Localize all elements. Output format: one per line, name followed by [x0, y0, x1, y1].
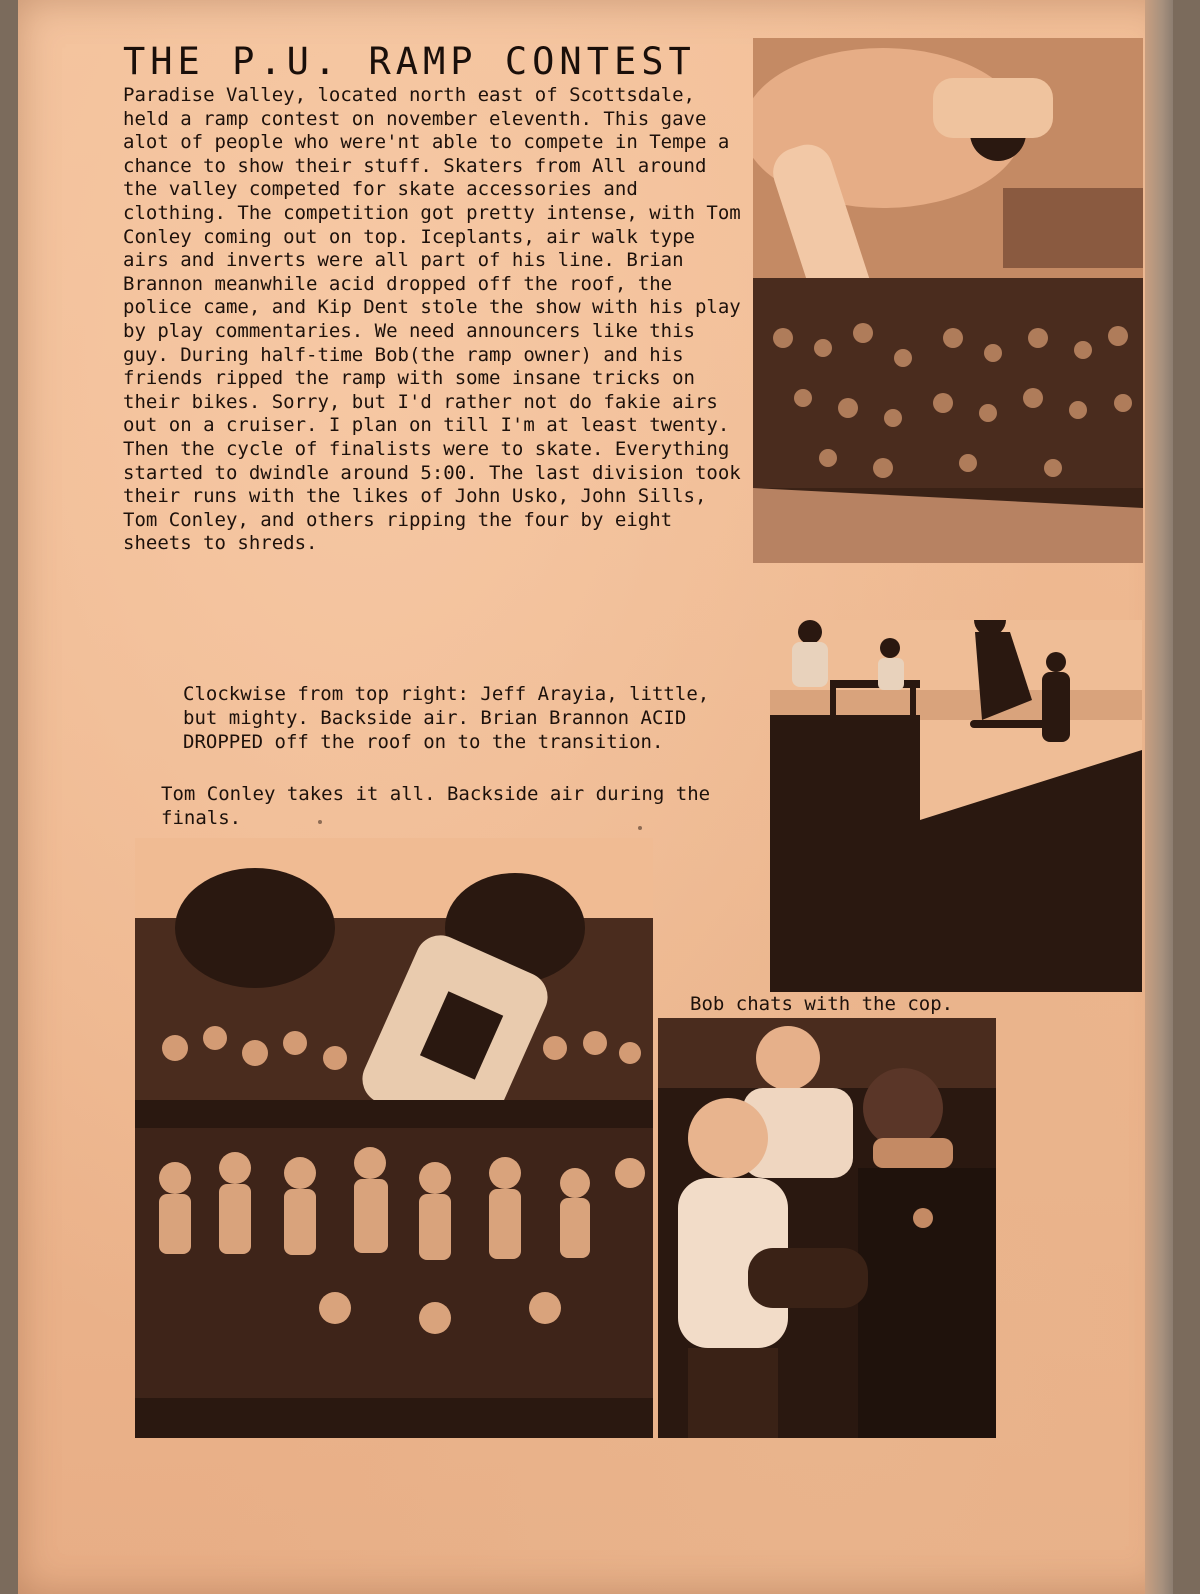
- page-edge: [1145, 0, 1173, 1594]
- zine-page: [18, 0, 1173, 1594]
- article-title: THE P.U. RAMP CONTEST: [123, 40, 696, 83]
- photo-acid-drop-image: [770, 620, 1142, 992]
- paper-speck: [638, 826, 642, 830]
- paper-speck: [318, 820, 322, 824]
- photo-caption-finals: Tom Conley takes it all. Backside air during the finals.: [161, 783, 711, 829]
- photo-crowd-roof: [135, 838, 653, 1438]
- photo-bob-cop: [658, 1018, 996, 1438]
- article-body-text: Paradise Valley, located north east of Scottsdale, held a ramp contest on november eleventh. This gave alot of people who were'nt able to compete in Tempe a chance to show their stuff. Skaters from All around the valley competed for skate accessories and clothing. The competition got pretty intense, with Tom Conley coming out on top. Iceplants, air walk type airs and inverts were all part of his line. Brian Brannon meanwhile acid dropped off the roof, the police came, and Kip Dent stole the show with his play by play commentaries. We need announcers like this guy. During half-time Bob(the ramp owner) and his friends ripped the ramp with some insane tricks on their bikes. Sorry, but I'd rather not do fakie airs out on a cruiser. I plan on till I'm at least twenty. Then the cycle of finalists were to skate. Everything started to dwindle around 5:00. The last division took their runs with the likes of John Usko, John Sills, Tom Conley, and others ripping the four by eight sheets to shreds.: [123, 84, 741, 555]
- photo-acid-drop: [770, 620, 1142, 992]
- article-body: [123, 84, 743, 556]
- photo-caption-cop: Bob chats with the cop.: [690, 993, 954, 1015]
- photo-backside-air-image: [753, 38, 1143, 563]
- photo-crowd-roof-image: [135, 838, 653, 1438]
- photo-bob-cop-image: [658, 1018, 996, 1438]
- photo-caption-clockwise: Clockwise from top right: Jeff Arayia, little, but mighty. Backside air. Brian Brannon ACID DROPPED off the roof on to the transition.: [183, 683, 710, 753]
- photo-backside-air: [753, 38, 1143, 563]
